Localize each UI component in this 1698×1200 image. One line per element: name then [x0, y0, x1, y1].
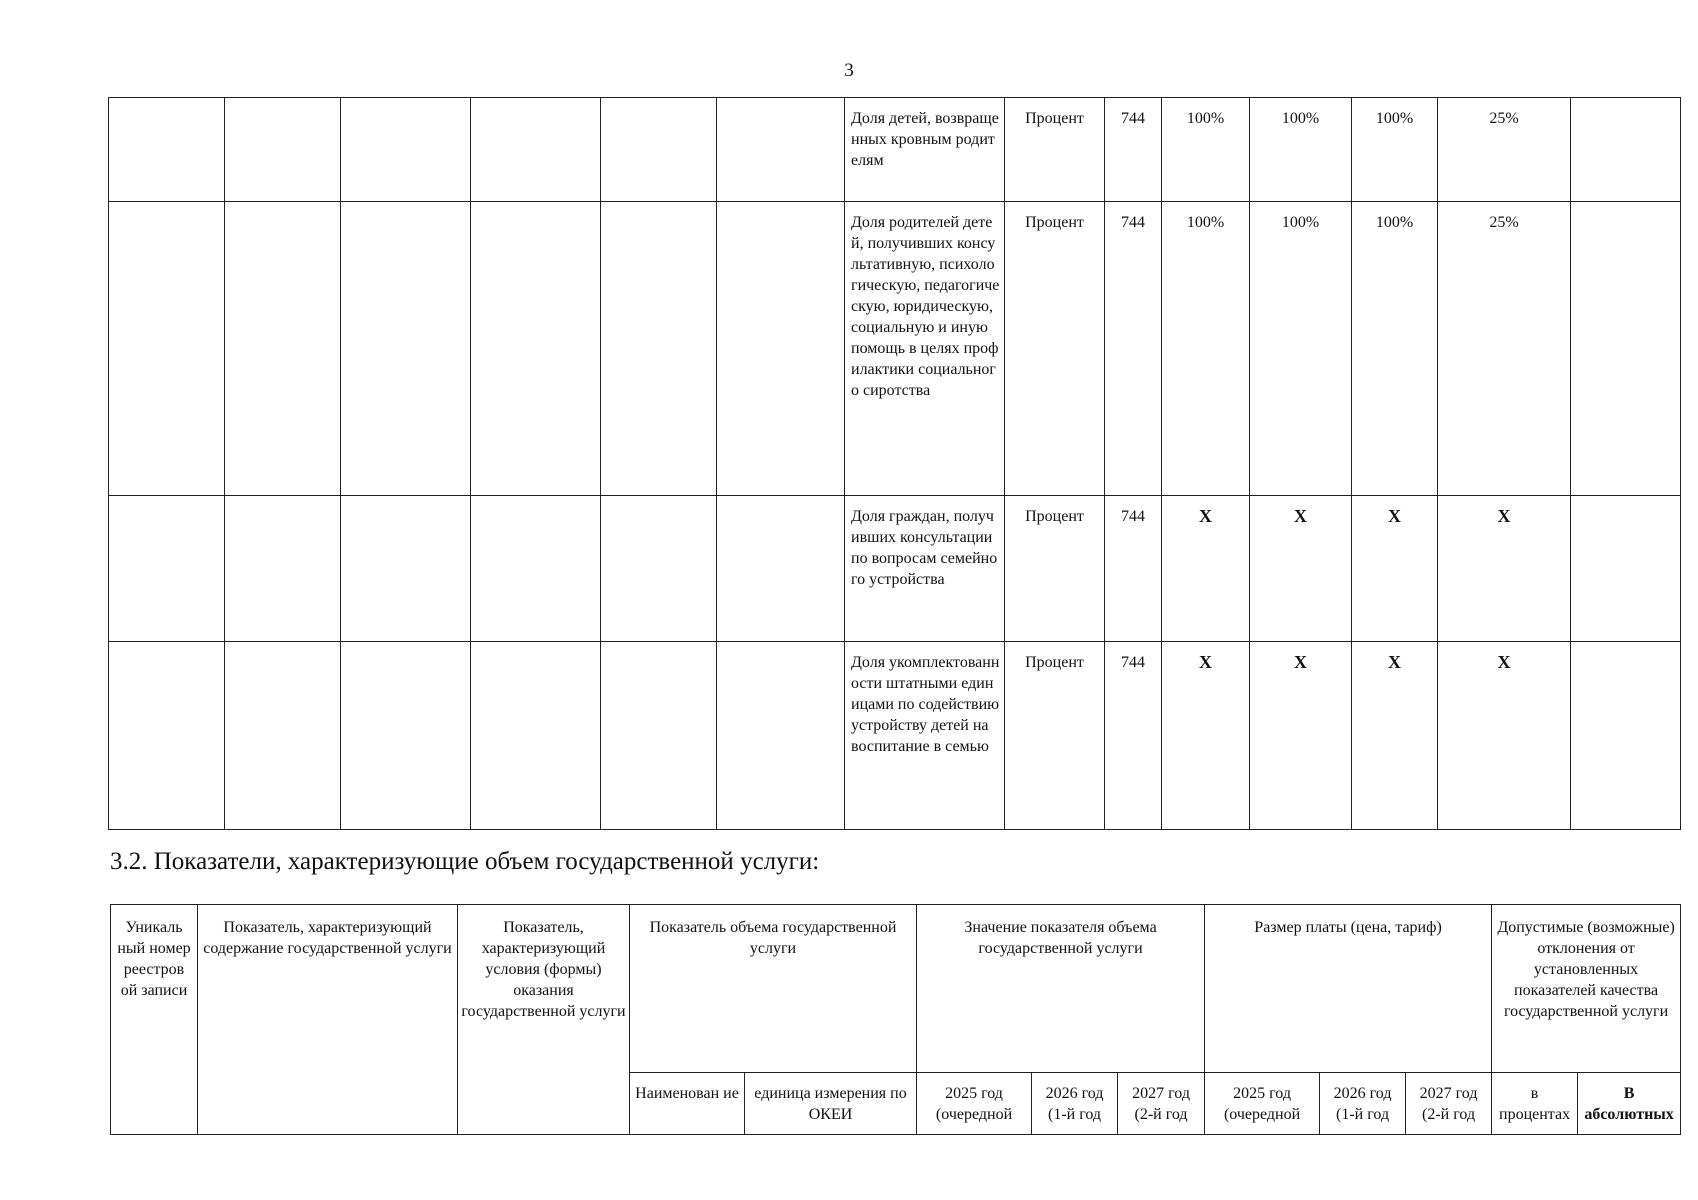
subheader-fee-2027: 2027 год (2-й год [1406, 1073, 1492, 1135]
empty-cell [109, 202, 225, 496]
empty-cell [225, 98, 341, 202]
empty-cell [341, 642, 471, 830]
value-2025: X [1162, 496, 1250, 642]
unit-name: Процент [1005, 642, 1105, 830]
empty-cell [601, 642, 717, 830]
header-unique-number: Уникаль ный номер реестров ой записи [111, 905, 198, 1135]
subheader-value-2027: 2027 год (2-й год [1118, 1073, 1205, 1135]
empty-cell [471, 98, 601, 202]
empty-cell [225, 642, 341, 830]
value-2026: X [1250, 496, 1352, 642]
empty-cell [341, 202, 471, 496]
indicator-name: Доля граждан, получивших консультации по вопросам семейного устройства [845, 496, 1005, 642]
unit-name: Процент [1005, 98, 1105, 202]
volume-indicators-table [110, 904, 1681, 1135]
empty-cell [109, 98, 225, 202]
empty-cell [109, 496, 225, 642]
empty-cell [717, 98, 845, 202]
allowed-deviation: X [1438, 496, 1571, 642]
empty-cell [717, 496, 845, 642]
value-2027: 100% [1352, 202, 1438, 496]
allowed-deviation: 25% [1438, 202, 1571, 496]
empty-cell [109, 642, 225, 830]
subheader-value-2026: 2026 год (1-й год [1032, 1073, 1118, 1135]
header-content-indicator: Показатель, характеризующий содержание государственной услуги [198, 905, 458, 1135]
table-row [109, 202, 1681, 496]
okei-code: 744 [1105, 642, 1162, 830]
header-fee: Размер платы (цена, тариф) [1205, 905, 1492, 1073]
empty-cell [601, 496, 717, 642]
unit-name: Процент [1005, 202, 1105, 496]
subheader-value-2025: 2025 год (очередной [917, 1073, 1032, 1135]
indicator-name: Доля родителей детей, получивших консультативную, психологическую, педагогическую, юридическую, социальную и иную помощь в целях профилактики социального сиротства [845, 202, 1005, 496]
empty-cell [341, 98, 471, 202]
subheader-fee-2026: 2026 год (1-й год [1320, 1073, 1406, 1135]
value-2026: X [1250, 642, 1352, 830]
header-row [111, 905, 1681, 1073]
header-condition-indicator: Показатель, характеризующий условия (формы) оказания государственной услуги [458, 905, 630, 1135]
empty-cell [471, 642, 601, 830]
empty-cell [717, 202, 845, 496]
okei-code: 744 [1105, 202, 1162, 496]
value-2025: X [1162, 642, 1250, 830]
value-2025: 100% [1162, 202, 1250, 496]
table-row [109, 642, 1681, 830]
allowed-deviation: X [1438, 642, 1571, 830]
empty-cell [601, 98, 717, 202]
value-2026: 100% [1250, 202, 1352, 496]
empty-cell [1571, 496, 1681, 642]
value-2025: 100% [1162, 98, 1250, 202]
value-2027: 100% [1352, 98, 1438, 202]
header-deviations: Допустимые (возможные) отклонения от установленных показателей качества государственной услуги [1492, 905, 1681, 1073]
indicator-name: Доля укомплектованности штатными единицами по содействию устройству детей на воспитание в семью [845, 642, 1005, 830]
subheader-unit-okei: единица измерения по ОКЕИ [745, 1073, 917, 1135]
subheader-deviation-absolute: В абсолютных [1578, 1073, 1681, 1135]
section-title: 3.2. Показатели, характеризующие объем государственной услуги: [110, 848, 820, 875]
page-number: 3 [844, 60, 854, 81]
empty-cell [1571, 202, 1681, 496]
subheader-name: Наименован ие [630, 1073, 745, 1135]
empty-cell [717, 642, 845, 830]
empty-cell [341, 496, 471, 642]
table-row [109, 496, 1681, 642]
empty-cell [225, 202, 341, 496]
empty-cell [471, 496, 601, 642]
value-2027: X [1352, 642, 1438, 830]
indicator-name: Доля детей, возвращенных кровным родителям [845, 98, 1005, 202]
subheader-fee-2025: 2025 год (очередной [1205, 1073, 1320, 1135]
quality-indicators-table [108, 97, 1681, 830]
empty-cell [225, 496, 341, 642]
table-row [109, 98, 1681, 202]
okei-code: 744 [1105, 496, 1162, 642]
subheader-deviation-percent: в процентах [1492, 1073, 1578, 1135]
value-2026: 100% [1250, 98, 1352, 202]
empty-cell [471, 202, 601, 496]
okei-code: 744 [1105, 98, 1162, 202]
header-volume-value: Значение показателя объема государственной услуги [917, 905, 1205, 1073]
header-volume-indicator: Показатель объема государственной услуги [630, 905, 917, 1073]
unit-name: Процент [1005, 496, 1105, 642]
value-2027: X [1352, 496, 1438, 642]
empty-cell [1571, 642, 1681, 830]
empty-cell [601, 202, 717, 496]
allowed-deviation: 25% [1438, 98, 1571, 202]
empty-cell [1571, 98, 1681, 202]
